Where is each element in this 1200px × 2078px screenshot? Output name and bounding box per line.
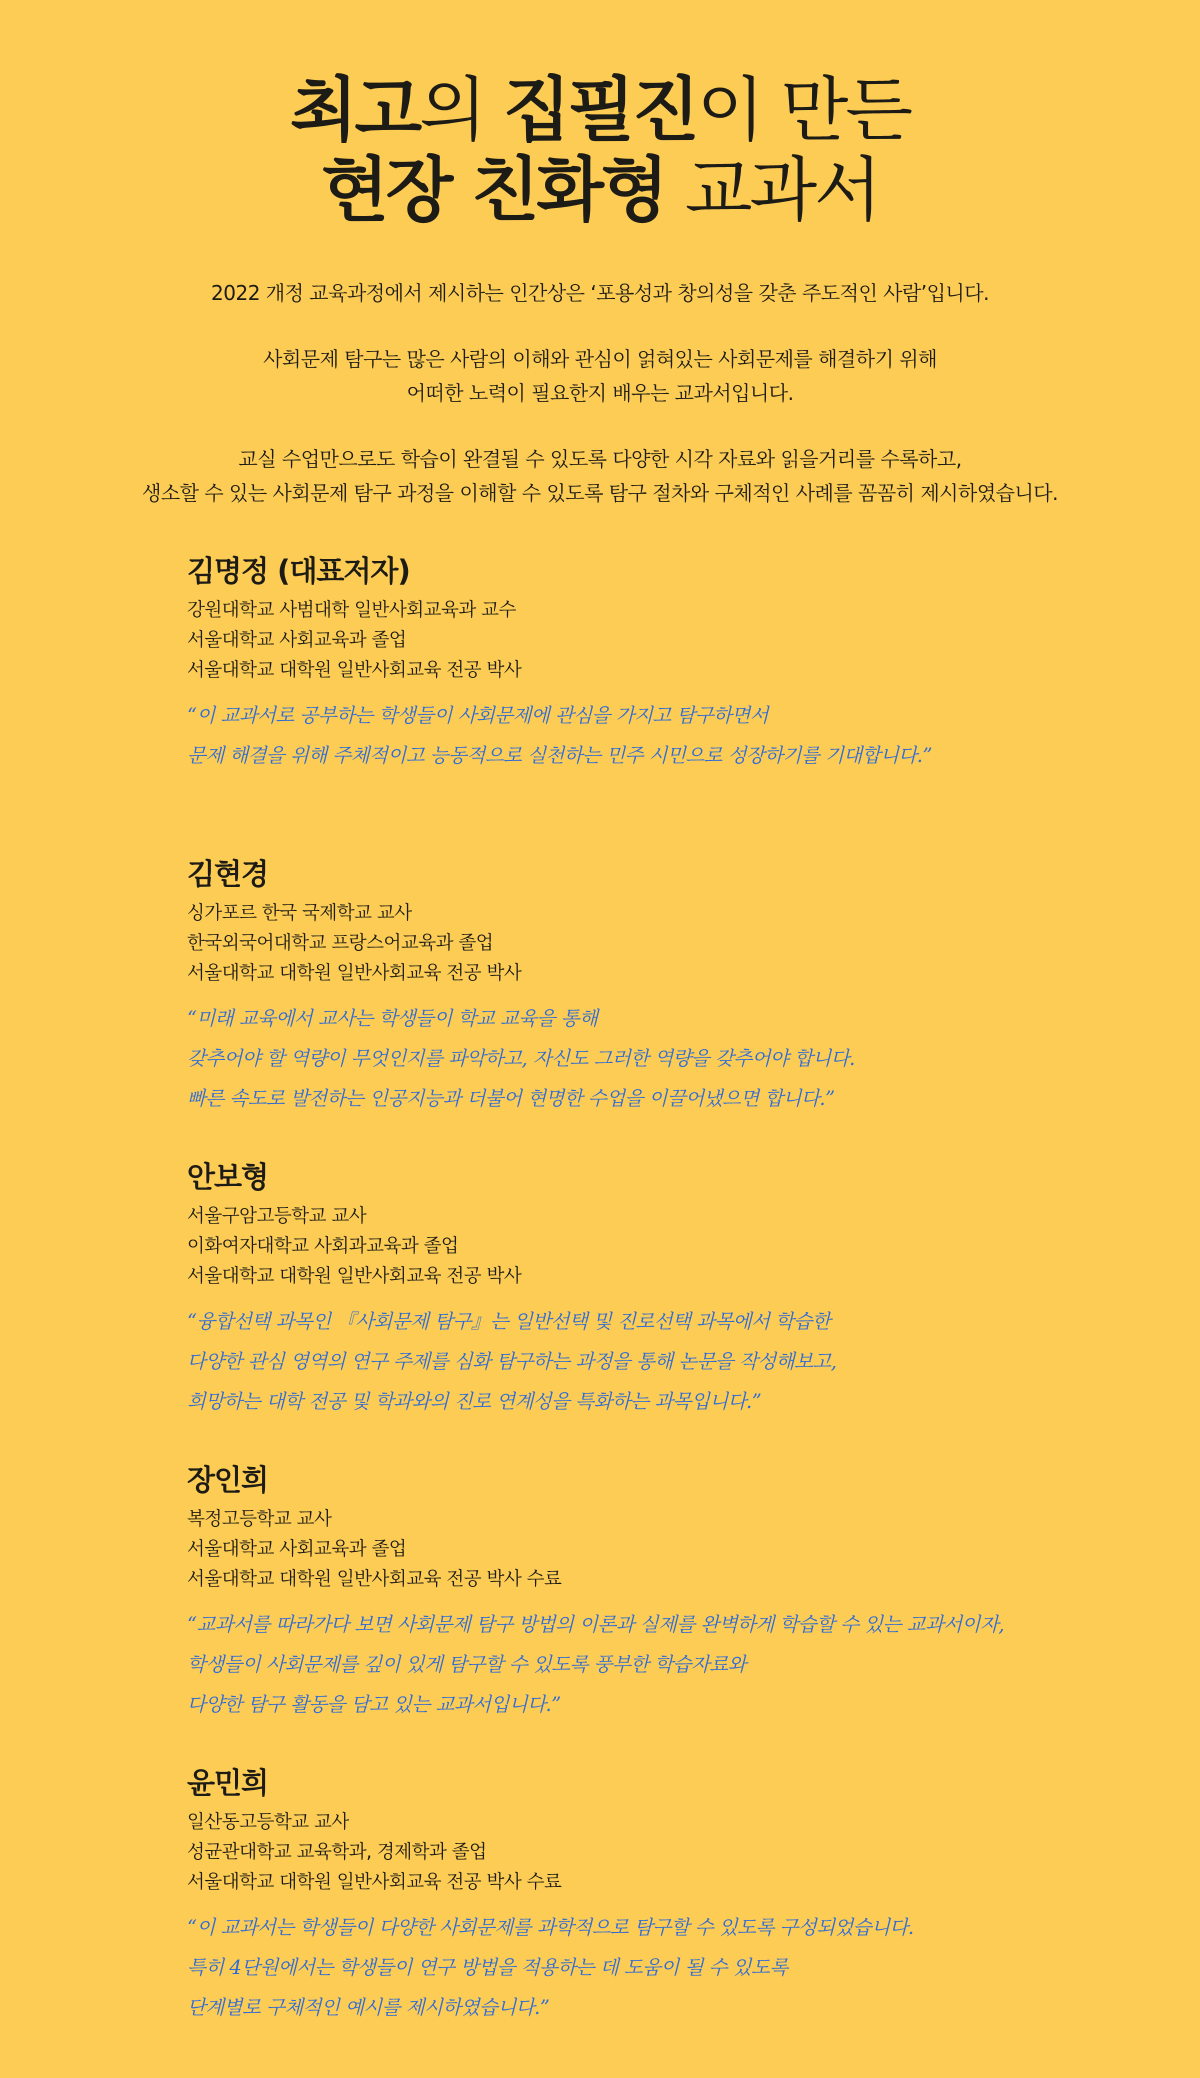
author-credential: 서울대학교 대학원 일반사회교육 전공 박사 수료 [187, 1872, 562, 1893]
author-credential: 서울대학교 대학원 일반사회교육 전공 박사 수료 [187, 1569, 562, 1590]
author-card-4 [187, 1457, 1107, 1760]
author-credential: 서울구암고등학교 교사 [187, 1206, 367, 1227]
author-credential: 서울대학교 대학원 일반사회교육 전공 박사 [187, 1266, 522, 1287]
author-quote [187, 1302, 1107, 1422]
intro-line: 생소할 수 있는 사회문제 탐구 과정을 이해할 수 있도록 탐구 절차와 구체적인 사례를 꼼꼼히 제시하였습니다. [142, 481, 1058, 505]
author-name: 김현경 [187, 857, 269, 891]
author-credential: 성균관대학교 교육학과, 경제학과 졸업 [187, 1842, 487, 1863]
author-credential: 싱가포르 한국 국제학교 교사 [187, 903, 412, 924]
intro-line: 어떠한 노력이 필요한지 배우는 교과서입니다. [406, 381, 794, 405]
quote-line: 특히 4단원에서는 학생들이 연구 방법을 적용하는 데 도움이 될 수 있도록 [187, 1956, 788, 1979]
quote-line: 문제 해결을 위해 주체적이고 능동적으로 실천하는 민주 시민으로 성장하기를 기대합니다.” [187, 744, 932, 767]
author-credential: 서울대학교 대학원 일반사회교육 전공 박사 [187, 963, 522, 984]
intro-paragraph-3 [0, 442, 1200, 510]
quote-line: 학생들이 사회문제를 깊이 있게 탐구할 수 있도록 풍부한 학습자료와 [187, 1653, 747, 1676]
author-name: 윤민희 [187, 1766, 269, 1800]
author-credential: 일산동고등학교 교사 [187, 1812, 349, 1833]
intro-text [0, 276, 1200, 542]
intro-line: 사회문제 탐구는 많은 사람의 이해와 관심이 얽혀있는 사회문제를 해결하기 위해 [263, 347, 937, 371]
hero-word-best: 최고 [289, 69, 420, 151]
author-credential: 서울대학교 대학원 일반사회교육 전공 박사 [187, 660, 522, 681]
author-name: 안보형 [187, 1160, 269, 1194]
author-quote [187, 696, 1107, 776]
author-card-1 [187, 548, 1107, 851]
quote-line: 희망하는 대학 전공 및 학과와의 진로 연계성을 특화하는 과목입니다.” [187, 1390, 762, 1413]
author-card-2 [187, 851, 1107, 1154]
hero-line-1 [0, 70, 1200, 150]
author-quote [187, 1908, 1107, 2028]
author-credential: 서울대학교 사회교육과 졸업 [187, 1539, 407, 1560]
quote-line: “미래 교육에서 교사는 학생들이 학교 교육을 통해 [187, 1007, 598, 1030]
author-quote [187, 999, 1107, 1119]
intro-line: 2022 개정 교육과정에서 제시하는 인간상은 ‘포용성과 창의성을 갖춘 주도적인 사람’입니다. [211, 281, 989, 305]
quote-line: 단계별로 구체적인 예시를 제시하였습니다.” [187, 1996, 550, 2019]
author-credential: 이화여자대학교 사회과교육과 졸업 [187, 1236, 459, 1257]
quote-line: “이 교과서로 공부하는 학생들이 사회문제에 관심을 가지고 탐구하면서 [187, 704, 769, 727]
quote-line: “융합선택 과목인 『사회문제 탐구』는 일반선택 및 진로선택 과목에서 학습한 [187, 1310, 831, 1333]
hero-title [0, 70, 1200, 230]
hero-word-authors: 집필진 [503, 69, 697, 151]
author-card-5 [187, 1760, 1107, 2063]
quote-line: 다양한 탐구 활동을 담고 있는 교과서입니다.” [187, 1693, 561, 1716]
intro-line: 교실 수업만으로도 학습이 완결될 수 있도록 다양한 시각 자료와 읽을거리를 수록하고, [238, 447, 962, 471]
author-list [187, 548, 1107, 2063]
quote-line: “교과서를 따라가다 보면 사회문제 탐구 방법의 이론과 실제를 완벽하게 학습할 수 있는 교과서이자, [187, 1613, 1005, 1636]
intro-paragraph-2 [0, 342, 1200, 410]
hero-word-textbook: 교과서 [665, 149, 879, 231]
author-credential: 한국외국어대학교 프랑스어교육과 졸업 [187, 933, 494, 954]
quote-line: 갖추어야 할 역량이 무엇인지를 파악하고, 자신도 그러한 역량을 갖추어야 합니다. [187, 1047, 855, 1070]
intro-paragraph-1 [0, 276, 1200, 310]
hero-particle: 의 [419, 69, 504, 151]
hero-line-2 [0, 150, 1200, 230]
quote-line: “이 교과서는 학생들이 다양한 사회문제를 과학적으로 탐구할 수 있도록 구성되었습니다. [187, 1916, 914, 1939]
hero-word-field-friendly: 현장 친화형 [321, 149, 666, 231]
author-credential: 복정고등학교 교사 [187, 1509, 332, 1530]
quote-line: 다양한 관심 영역의 연구 주제를 심화 탐구하는 과정을 통해 논문을 작성해보고, [187, 1350, 837, 1373]
author-card-3 [187, 1154, 1107, 1457]
author-name: 장인희 [187, 1463, 269, 1497]
author-name: 김명정 (대표저자) [187, 554, 410, 588]
author-credential: 서울대학교 사회교육과 졸업 [187, 630, 407, 651]
author-quote [187, 1605, 1107, 1725]
hero-word-made: 이 만든 [696, 69, 911, 151]
quote-line: 빠른 속도로 발전하는 인공지능과 더불어 현명한 수업을 이끌어냈으면 합니다.” [187, 1087, 835, 1110]
author-credential: 강원대학교 사범대학 일반사회교육과 교수 [187, 600, 516, 621]
